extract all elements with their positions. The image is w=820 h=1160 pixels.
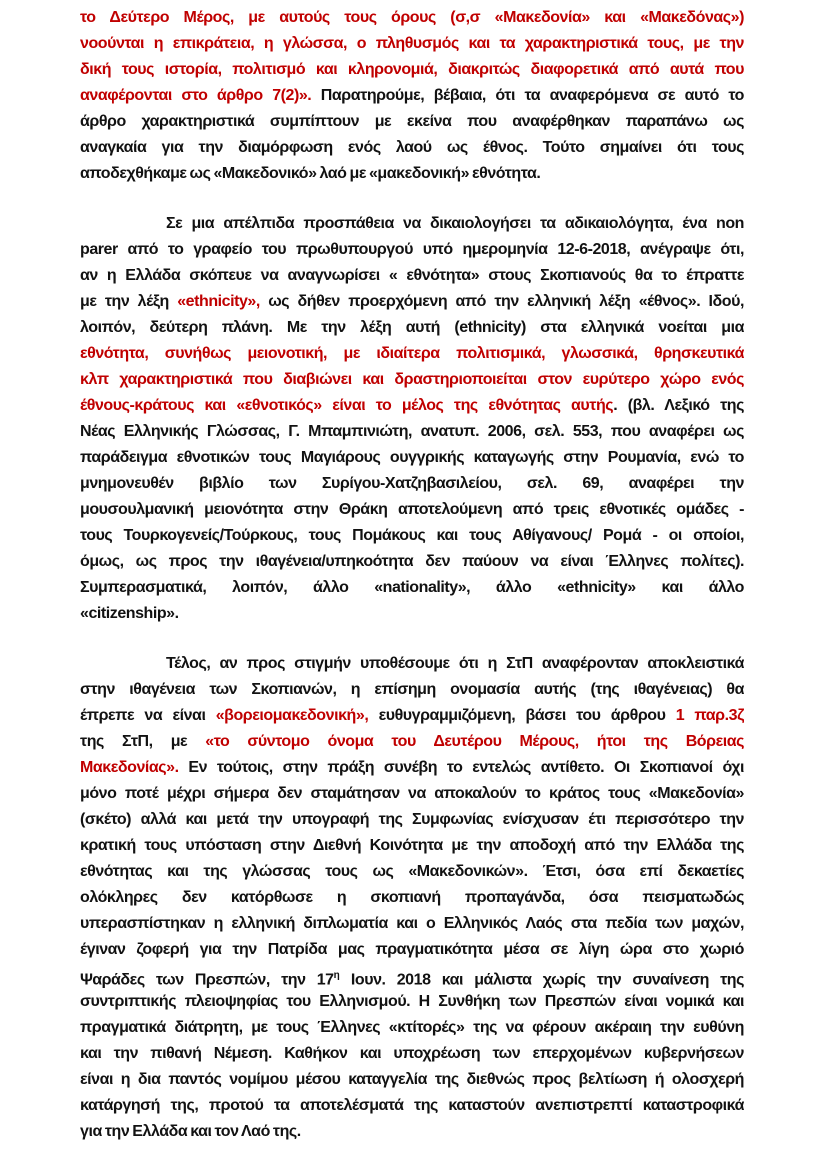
paragraph <box>80 651 744 1145</box>
text-run: για την Ελλάδα και τον Λαό της. <box>80 1123 301 1140</box>
text-line <box>80 989 744 1015</box>
text-line <box>80 523 744 549</box>
text-line <box>80 135 744 161</box>
red-text-run: Μακεδονίας». <box>80 759 179 776</box>
text-line <box>80 937 744 963</box>
text-run: Εν τούτοις, στην πράξη συνέβη το εντελώς αντίθετο. Οι Σκοπιανοί όχι <box>178 759 744 776</box>
text-run: είναι η δια παντός νομίμου μέσου καταγγελία της διεθνώς προς βελτίωση ή ολοσχερή <box>80 1071 744 1088</box>
text-line <box>80 5 744 31</box>
text-run: αν η Ελλάδα σκόπευε να αναγνωρίσει « εθνότητα» στους Σκοπιανούς θα το έπραττε <box>80 267 744 284</box>
text-line <box>80 237 744 263</box>
text-run: ως δήθεν προερχόμενη από την ελληνική λέξη «έθνος». Ιδού, <box>259 293 744 310</box>
text-run: μουσουλμανική μειονότητα στην Θράκη αποτελούμενη από τρεις εθνοτικές ομάδες - <box>80 501 744 518</box>
text-line <box>80 1015 744 1041</box>
text-line <box>80 1119 744 1145</box>
text-line <box>80 755 744 781</box>
red-text-run: έθνους-κράτους και «εθνοτικός» είναι το μέλος της εθνότητας αυτής <box>80 397 614 414</box>
text-run: παράδειγμα εθνοτικών τους Μαγιάρους ουγγρικής καταγωγής στην Ρουμανία, ενώ το <box>80 449 744 466</box>
paragraph <box>80 5 744 187</box>
red-text-run: εθνότητα, συνήθως μειονοτική, με ιδιαίτερα πολιτισμικά, γλωσσικά, θρησκευτικά <box>80 345 744 362</box>
text-run: λοιπόν, δεύτερη πλάνη. Με την λέξη αυτή (ethnicity) στα ελληνικά νοείται μια <box>80 319 744 336</box>
red-text-run: «ethnicity», <box>177 293 260 310</box>
text-run: Ιουν. 2018 και μάλιστα χωρίς την συναίνεση της <box>339 971 744 989</box>
text-line <box>80 833 744 859</box>
text-run: αποδεχθήκαμε ως «Μακεδονικό» λαό με «μακεδονική» εθνότητα. <box>80 165 541 182</box>
text-line <box>80 885 744 911</box>
text-line <box>80 263 744 289</box>
text-run: κατάργησή της, προτού τα αποτελέσματά της καταστούν ανεπιστρεπτί καταστροφικά <box>80 1097 744 1114</box>
red-text-run: νοούνται η επικράτεια, η γλώσσα, ο πληθυσμός και τα χαρακτηριστικά τους, με την <box>80 35 744 52</box>
red-text-run: «βορειομακεδονική», <box>215 707 369 724</box>
text-line <box>80 315 744 341</box>
text-line <box>80 1093 744 1119</box>
text-run: στην ιθαγένεια των Σκοπιανών, η επίσημη ονομασία αυτής (της ιθαγένειας) θα <box>80 681 744 698</box>
red-text-run: 1 παρ.3ζ <box>675 707 744 724</box>
text-line <box>80 1041 744 1067</box>
text-line <box>80 211 744 237</box>
text-line <box>80 83 744 109</box>
text-line <box>80 781 744 807</box>
text-line <box>80 703 744 729</box>
text-run: Παρατηρούμε, βέβαια, ότι τα αναφερόμενα σε αυτό το <box>320 87 744 104</box>
text-line <box>80 471 744 497</box>
text-run: «citizenship». <box>80 605 179 622</box>
red-text-run: αναφέρονται στο άρθρο 7(2)». <box>80 87 321 104</box>
text-line <box>80 575 744 601</box>
text-line <box>80 161 744 187</box>
text-run: Συμπερασματικά, λοιπόν, άλλο «nationality», άλλο «ethnicity» και άλλο <box>80 579 744 596</box>
text-line <box>80 677 744 703</box>
text-line <box>80 289 744 315</box>
red-text-run: το Δεύτερο Μέρος, με αυτούς τους όρους (σ,σ «Μακεδονία» και «Μακεδόνας») <box>80 9 744 26</box>
text-run: (σκέτο) αλλά και μετά την υπογραφή της Συμφωνίας ενίσχυσαν έτι περισσότερο την <box>80 811 744 828</box>
text-run: με την λέξη <box>80 293 178 310</box>
red-text-run: κλπ χαρακτηριστικά που διαβιώνει και δραστηριοποιείται στον ευρύτερο χώρο ενός <box>80 371 744 388</box>
superscript-text-run: η <box>333 970 340 981</box>
text-column <box>80 5 744 1145</box>
text-line <box>80 1067 744 1093</box>
text-line <box>80 651 744 677</box>
text-run: Ψαράδες των Πρεσπών, την 17 <box>80 971 334 989</box>
text-line <box>80 109 744 135</box>
text-line <box>80 807 744 833</box>
text-run: Σε μια απέλπιδα προσπάθεια να δικαιολογήσει τα αδικαιολόγητα, ένα non <box>166 215 744 232</box>
text-run: ευθυγραμμιζόμενη, βάσει του άρθρου <box>368 707 676 724</box>
text-run: Νέας Ελληνικής Γλώσσας, Γ. Μπαμπινιώτη, ανατυπ. 2006, σελ. 553, που αναφέρει ως <box>80 423 744 440</box>
red-text-run: δική τους ιστορία, πολιτισμό και κληρονομιά, διακριτώς διαφορετικά από αυτά που <box>80 61 744 78</box>
text-run: μόνο ποτέ μέχρι σήμερα δεν σταμάτησαν να αποκαλούν το κράτος τους «Μακεδονία» <box>80 785 744 802</box>
text-line <box>80 601 744 627</box>
text-line <box>80 445 744 471</box>
text-run: όμως, ως προς την ιθαγένεια/υπηκοότητα δεν παύουν να είναι Έλληνες πολίτες). <box>80 553 744 570</box>
text-line <box>80 729 744 755</box>
red-text-run: «το σύντομο όνομα του Δευτέρου Μέρους, ήτοι της Βόρειας <box>205 733 744 750</box>
text-run: εθνότητας και της γλώσσας τους ως «Μακεδονικών». Έτσι, όσα επί δεκαετίες <box>80 863 744 880</box>
text-line <box>80 859 744 885</box>
text-line <box>80 367 744 393</box>
paragraph <box>80 211 744 627</box>
text-run: συντριπτικής πλειοψηφίας του Ελληνισμού. Η Συνθήκη των Πρεσπών είναι νομικά και <box>80 993 744 1010</box>
text-run: . (βλ. Λεξικό της <box>613 397 744 414</box>
text-line <box>80 31 744 57</box>
text-run: πραγματικά διάτρητη, με τους Έλληνες «κτίτορές» της να φέρουν ακέραιη την ευθύνη <box>80 1019 744 1036</box>
text-run: της ΣτΠ, με <box>80 733 206 750</box>
text-line <box>80 57 744 83</box>
text-line <box>80 497 744 523</box>
text-line <box>80 419 744 445</box>
text-run: υπερασπίστηκαν η ελληνική διπλωματία και ο Ελληνικός Λαός στα πεδία των μαχών, <box>80 915 744 932</box>
text-run: Τέλος, αν προς στιγμήν υποθέσουμε ότι η ΣτΠ αναφέρονταν αποκλειστικά <box>166 655 744 672</box>
text-run: ολόκληρες δεν κατόρθωσε η σκοπιανή προπαγάνδα, όσα πεισματωδώς <box>80 889 744 906</box>
text-line <box>80 341 744 367</box>
text-line <box>80 963 744 989</box>
text-run: αναγκαία για την διαμόρφωση ενός λαού ως έθνος. Τούτο σημαίνει ότι τους <box>80 139 744 156</box>
text-run: έγιναν ζοφερή για την Πατρίδα μας πραγματικότητα μέσα σε λίγη ώρα στο χωριό <box>80 941 744 958</box>
text-line <box>80 393 744 419</box>
text-line <box>80 549 744 575</box>
text-run: μνημονευθέν βιβλίο των Συρίγου-Χατζηβασιλείου, σελ. 69, αναφέρει την <box>80 475 744 492</box>
text-run: κρατική τους υπόσταση στην Διεθνή Κοινότητα με την αποδοχή από την Ελλάδα της <box>80 837 744 854</box>
text-run: parer από το γραφείο του πρωθυπουργού υπό ημερομηνία 12-6-2018, ανέγραψε ότι, <box>80 241 744 258</box>
text-run: άρθρο χαρακτηριστικά συμπίπτουν με εκείνα που αναφέρθηκαν παραπάνω ως <box>80 113 744 130</box>
text-run: και την πιθανή Νέμεση. Καθήκον και υποχρέωση των επερχομένων κυβερνήσεων <box>80 1045 744 1062</box>
text-run: έπρεπε να είναι <box>80 707 216 724</box>
text-run: τους Τουρκογενείς/Τούρκους, τους Πομάκους και τους Αθίγανους/ Ρομά - οι οποίοι, <box>80 527 744 544</box>
text-line <box>80 911 744 937</box>
